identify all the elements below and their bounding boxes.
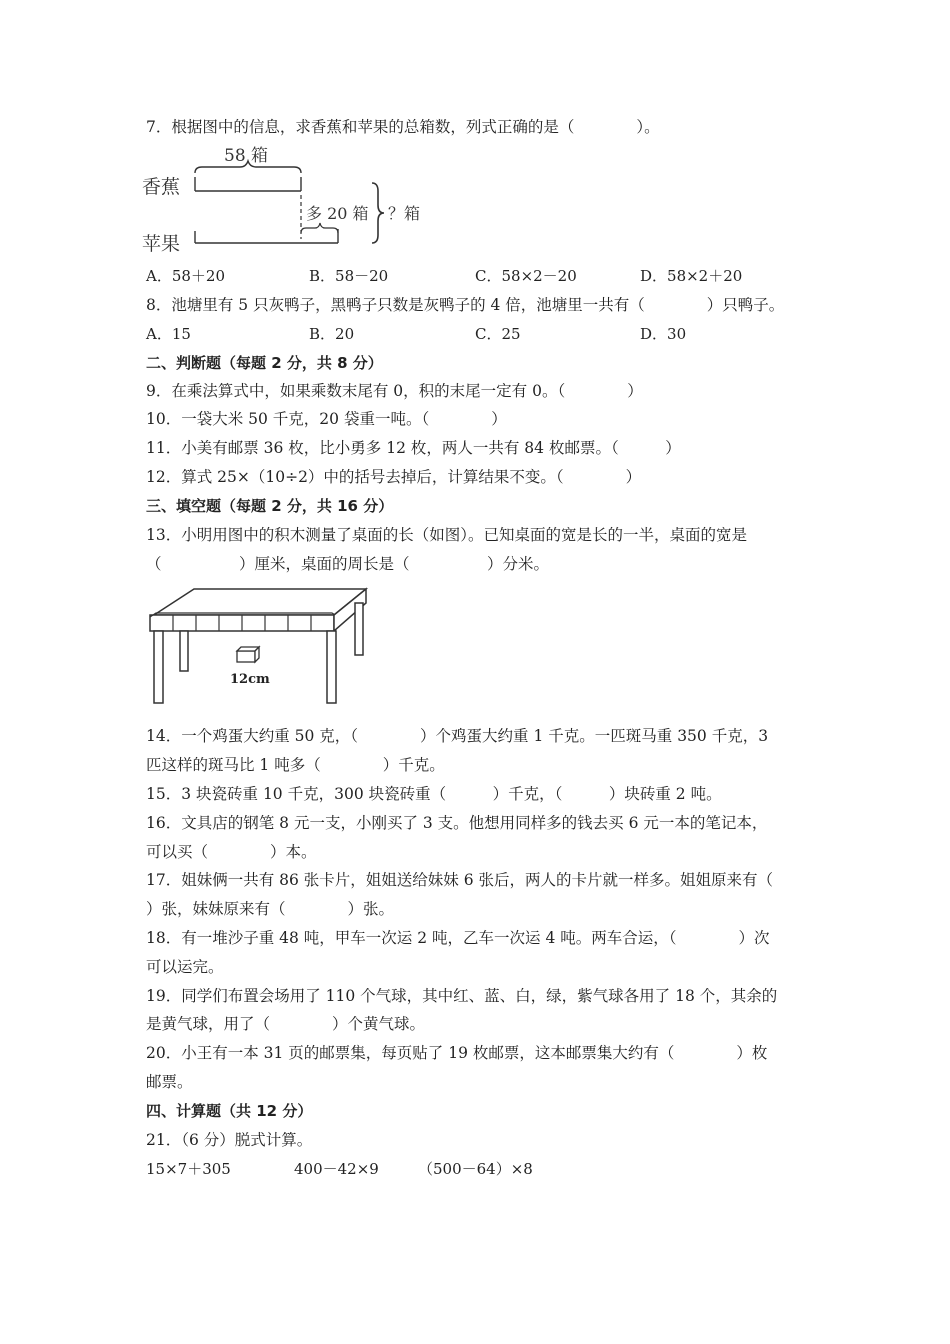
q7-diagram <box>140 143 440 255</box>
question-7: 7．根据图中的信息，求香蕉和苹果的总箱数，列式正确的是（ ）。 <box>146 118 660 136</box>
question-14-line-1: 14．一个鸡蛋大约重 50 克，（ ）个鸡蛋大约重 1 千克。一匹斑马重 350 千克，3 <box>146 727 769 745</box>
q8-option-d[interactable]: D．30 <box>640 325 687 343</box>
small-brace <box>301 223 338 233</box>
question-17-line-1: 17．姐妹俩一共有 86 张卡片，姐姐送给妹妹 6 张后，两人的卡片就一样多。姐姐原来有（ <box>146 871 774 889</box>
front-left-leg <box>154 631 163 703</box>
question-17-line-2: ）张，妹妹原来有（ ）张。 <box>146 900 395 918</box>
label-more: 多 20 箱 <box>306 204 369 223</box>
question-20-line-2: 邮票。 <box>146 1073 193 1091</box>
question-12: 12．算式 25×（10÷2）中的括号去掉后，计算结果不变。（ ） <box>146 468 642 486</box>
question-16-line-2: 可以买（ ）本。 <box>146 843 317 861</box>
question-19-line-2: 是黄气球，用了（ ）个黄气球。 <box>146 1015 426 1033</box>
front-right-leg <box>327 631 336 703</box>
question-15: 15．3 块瓷砖重 10 千克，300 块瓷砖重（ ）千克，（ ）块砖重 2 吨。 <box>146 785 722 803</box>
question-21: 21．（6 分）脱式计算。 <box>146 1131 313 1149</box>
q7-option-b[interactable]: B．58－20 <box>309 267 389 285</box>
top-brace <box>195 161 301 173</box>
question-8: 8．池塘里有 5 只灰鸭子，黑鸭子只数是灰鸭子的 4 倍，池塘里一共有（ ）只鸭子。 <box>146 296 785 314</box>
expression-1: 15×7＋305 <box>146 1160 231 1178</box>
q8-option-a[interactable]: A．15 <box>146 325 191 343</box>
question-9: 9．在乘法算式中，如果乘数末尾有 0，积的末尾一定有 0。（ ） <box>146 382 643 400</box>
question-10: 10．一袋大米 50 千克，20 袋重一吨。（ ） <box>146 410 507 428</box>
question-19-line-1: 19．同学们布置会场用了 110 个气球，其中红、蓝、白，绿，紫气球各用了 18 个，其余的 <box>146 987 778 1005</box>
expression-3: （500－64）×8 <box>418 1160 533 1178</box>
block-label: 12cm <box>230 672 270 687</box>
label-apple: 苹果 <box>142 233 181 255</box>
table-figure <box>144 587 376 709</box>
question-13-line-1: 13．小明用图中的积木测量了桌面的长（如图）。已知桌面的宽是长的一半，桌面的宽是 <box>146 526 747 544</box>
section-2-heading: 二、判断题（每题 2 分，共 8 分） <box>146 354 383 372</box>
question-18-line-2: 可以运完。 <box>146 958 224 976</box>
q7-option-d[interactable]: D．58×2＋20 <box>640 267 743 285</box>
label-total: ？箱 <box>388 204 421 223</box>
measuring-block <box>237 647 259 662</box>
section-3-heading: 三、填空题（每题 2 分，共 16 分） <box>146 497 394 515</box>
q8-option-c[interactable]: C．25 <box>475 325 521 343</box>
label-banana: 香蕉 <box>142 176 181 198</box>
question-16-line-1: 16．文具店的钢笔 8 元一支，小刚买了 3 支。他想用同样多的钱去买 6 元一本的笔记本， <box>146 814 768 832</box>
q7-option-a[interactable]: A．58＋20 <box>146 267 226 285</box>
back-right-leg <box>355 603 363 655</box>
section-4-heading: 四、计算题（共 12 分） <box>146 1102 313 1120</box>
block-row <box>150 613 338 631</box>
back-left-leg <box>180 631 188 671</box>
question-18-line-1: 18．有一堆沙子重 48 吨，甲车一次运 2 吨，乙车一次运 4 吨。两车合运，（ ）次 <box>146 929 770 947</box>
q8-option-b[interactable]: B．20 <box>309 325 355 343</box>
expression-2: 400－42×9 <box>294 1160 379 1178</box>
table-top <box>154 589 366 615</box>
question-13-line-2: （ ）厘米，桌面的周长是（ ）分米。 <box>146 555 550 573</box>
q7-option-c[interactable]: C．58×2－20 <box>475 267 577 285</box>
question-14-line-2: 匹这样的斑马比 1 吨多（ ）千克。 <box>146 756 445 774</box>
right-brace <box>372 183 384 243</box>
question-20-line-1: 20．小王有一本 31 页的邮票集，每页贴了 19 枚邮票，这本邮票集大约有（ ）枚 <box>146 1044 768 1062</box>
label-58: 58 箱 <box>224 146 269 166</box>
question-11: 11．小美有邮票 36 枚，比小勇多 12 枚，两人一共有 84 枚邮票。（ ） <box>146 439 681 457</box>
